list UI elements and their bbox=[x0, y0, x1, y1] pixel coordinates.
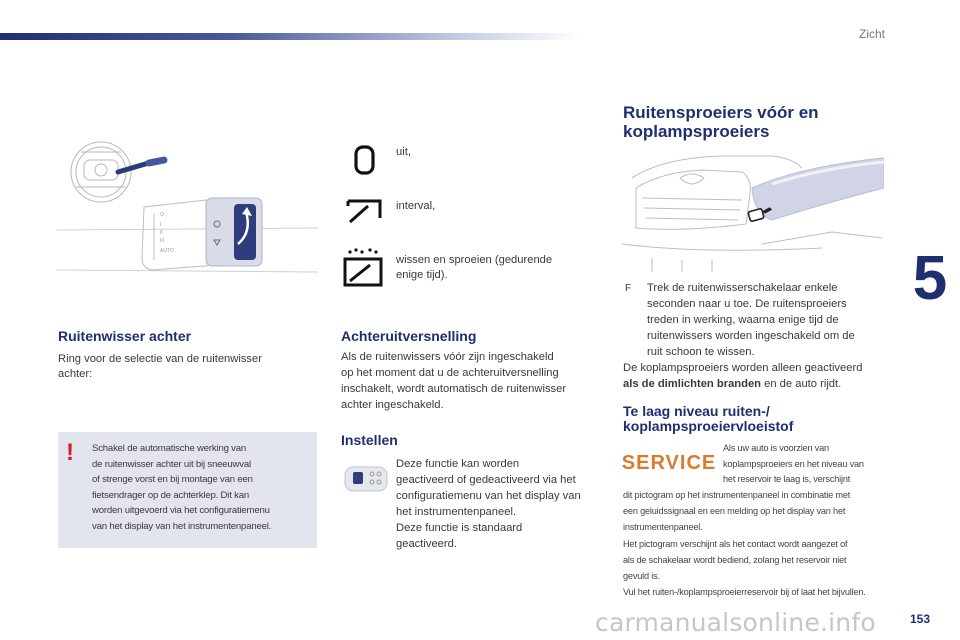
washers-bullet-2: seconden naar u toe. De ruitensproeiers bbox=[647, 298, 847, 310]
reverse-line2: op het moment dat u de achteruitversnelling bbox=[341, 367, 559, 379]
rear-wiper-title: Ruitenwisser achter bbox=[58, 328, 192, 344]
rear-wiper-wash-icon bbox=[340, 247, 386, 289]
low-level-right-3: het reservoir te laag is, verschijnt bbox=[723, 474, 851, 484]
dipped-beam-emphasis: als de dimlichten branden bbox=[623, 378, 762, 390]
low-level-title: Te laag niveau ruiten-/ koplampsproeiervloeistof bbox=[623, 403, 794, 434]
watermark: carmanualsonline.info bbox=[595, 608, 876, 637]
washers-after-2: als de dimlichten branden en de auto rijdt. bbox=[623, 378, 842, 390]
wiper-stalk-illustration bbox=[56, 132, 318, 274]
reverse-line3: inschakelt, wordt automatisch de ruitenwisser bbox=[341, 383, 567, 395]
low-level-right-1: Als uw auto is voorzien van bbox=[723, 443, 829, 453]
reverse-line1: Als de ruitenwissers vóór zijn ingeschakeld bbox=[341, 351, 554, 363]
bullet-marker: F bbox=[625, 283, 632, 294]
reverse-title: Achteruitversnelling bbox=[341, 328, 477, 344]
warning-icon: ! bbox=[66, 439, 74, 466]
settings-line6: geactiveerd. bbox=[396, 538, 457, 550]
washers-bullet-3: treden in werking, waarna enige tijd de bbox=[647, 314, 839, 326]
rear-wiper-interval-icon bbox=[344, 196, 384, 226]
svg-text:O: O bbox=[160, 212, 164, 218]
low-level-full-2: een geluidssignaal en een melding op het display van het bbox=[623, 506, 846, 516]
service-icon: SERVICE bbox=[621, 451, 717, 474]
settings-line5: Deze functie is standaard bbox=[396, 522, 523, 534]
svg-text:I: I bbox=[160, 222, 162, 228]
svg-text:AUTO: AUTO bbox=[160, 248, 174, 254]
washers-title: Ruitensproeiers vóór en koplampsproeiers bbox=[623, 103, 819, 141]
washers-after-1: De koplampsproeiers worden alleen geactiveerd bbox=[623, 362, 863, 374]
rear-wiper-off-icon bbox=[352, 143, 378, 177]
low-level-full-6: gevuld is. bbox=[623, 571, 660, 581]
mode-off-label: uit, bbox=[396, 146, 411, 158]
low-level-full-4: Het pictogram verschijnt als het contact wordt aangezet of bbox=[623, 539, 848, 549]
settings-title: Instellen bbox=[341, 432, 398, 448]
settings-line1: Deze functie kan worden bbox=[396, 458, 520, 470]
warning-note-text: Schakel de automatische werking van de ruitenwisser achter uit bij sneeuwval of strenge vorst en bij montage van een fietsendrager op de achterklep. Dit kan worden uitgevoerd via het configuratiemenu van het display van het instrumentenpaneel. bbox=[92, 443, 272, 532]
header-bar bbox=[0, 33, 580, 40]
page-number: 153 bbox=[910, 612, 931, 626]
low-level-full-5: als de schakelaar wordt bediend, zolang het reservoir niet bbox=[623, 555, 847, 565]
rear-wiper-intro-2: achter: bbox=[58, 368, 93, 380]
mode-wash-line1: wissen en sproeien (gedurende bbox=[396, 254, 553, 266]
mode-wash-line2: enige tijd). bbox=[396, 269, 448, 281]
low-level-full-3: instrumentenpaneel. bbox=[623, 522, 703, 532]
washers-bullet-1: Trek de ruitenwisserschakelaar enkele bbox=[647, 282, 838, 294]
settings-line2: geactiveerd of gedeactiveerd via het bbox=[396, 474, 576, 486]
rear-wiper-intro-1: Ring voor de selectie van de ruitenwisser bbox=[58, 353, 262, 365]
svg-text:III: III bbox=[160, 238, 165, 244]
steering-control-icon bbox=[343, 464, 389, 494]
washers-bullet-5: ruit schoon te wissen. bbox=[647, 346, 755, 358]
washers-bullet-4: ruitenwissers worden ingeschakeld om de bbox=[647, 330, 855, 342]
low-level-right-2: koplampsproeiers en het niveau van bbox=[723, 459, 864, 469]
svg-text:II: II bbox=[160, 230, 163, 236]
chapter-number: 5 bbox=[912, 244, 948, 313]
low-level-full-1: dit pictogram op het instrumentenpaneel in combinatie met bbox=[623, 490, 851, 500]
mode-interval-label: interval, bbox=[396, 200, 436, 212]
car-front-illustration bbox=[622, 148, 884, 272]
settings-line3: configuratiemenu van het display van bbox=[396, 490, 581, 502]
reverse-line4: achter ingeschakeld. bbox=[341, 399, 444, 411]
settings-line4: het instrumentenpaneel. bbox=[396, 506, 517, 518]
section-name: Zicht bbox=[858, 27, 885, 41]
low-level-full-7: Vul het ruiten-/koplampsproeierreservoir bij of laat het bijvullen. bbox=[623, 587, 866, 597]
